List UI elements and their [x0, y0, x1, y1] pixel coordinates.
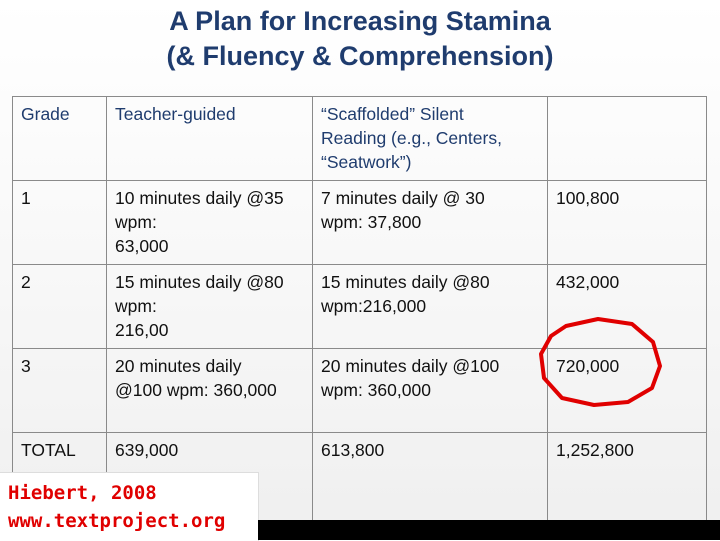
silent-reading-total-cell: 613,800: [313, 433, 548, 523]
table-header-row: [13, 97, 707, 181]
grade-cell: 1: [13, 181, 107, 265]
silent-reading-cell: 7 minutes daily @ 30 wpm: 37,800: [313, 181, 548, 265]
grade-cell: 2: [13, 265, 107, 349]
total-words-cell: 720,000: [548, 349, 707, 433]
bottom-black-bar: [258, 520, 720, 540]
table-row: [13, 265, 707, 349]
table-row: [13, 181, 707, 265]
citation-box: [0, 472, 259, 541]
title-line-2: (& Fluency & Comprehension): [166, 41, 554, 71]
header-grade: Grade: [13, 97, 107, 181]
teacher-guided-cell: 15 minutes daily @80 wpm: 216,00: [107, 265, 313, 349]
total-words-cell: 432,000: [548, 265, 707, 349]
citation-url[interactable]: www.textproject.org: [8, 510, 226, 532]
grand-total-cell: 1,252,800: [548, 433, 707, 523]
citation-author: Hiebert, 2008: [8, 482, 157, 504]
title-line-1: A Plan for Increasing Stamina: [169, 6, 551, 36]
grade-cell: 3: [13, 349, 107, 433]
teacher-guided-total-cell: 639,000: [107, 433, 313, 523]
total-words-cell: 100,800: [548, 181, 707, 265]
slide-title: [0, 4, 720, 74]
stamina-plan-table: [12, 96, 707, 523]
silent-reading-cell: 15 minutes daily @80 wpm:216,000: [313, 265, 548, 349]
teacher-guided-cell: 20 minutes daily @100 wpm: 360,000: [107, 349, 313, 433]
silent-reading-cell: 20 minutes daily @100 wpm: 360,000: [313, 349, 548, 433]
header-total-words: [548, 97, 707, 181]
header-teacher-guided: Teacher-guided: [107, 97, 313, 181]
table-row: [13, 349, 707, 433]
header-scaffolded-silent-reading: “Scaffolded” Silent Reading (e.g., Centers, “Seatwork”): [313, 97, 548, 181]
total-label-cell: TOTAL: [13, 433, 107, 523]
teacher-guided-cell: 10 minutes daily @35 wpm: 63,000: [107, 181, 313, 265]
